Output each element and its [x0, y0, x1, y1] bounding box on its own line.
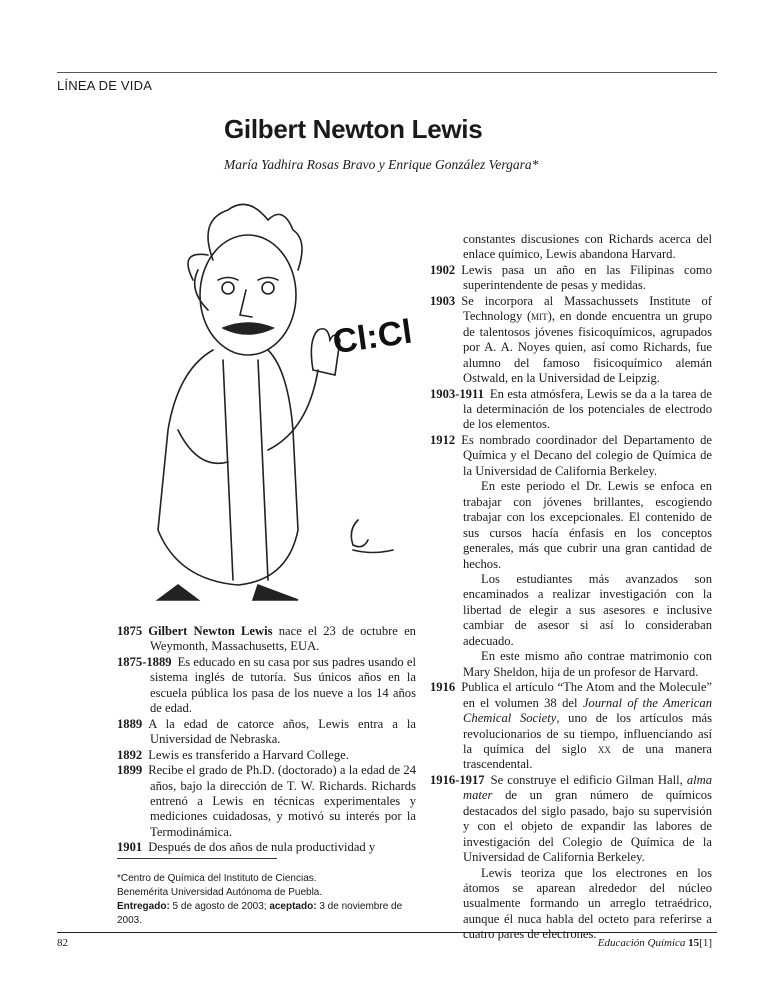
- footnote-rule: [117, 858, 277, 859]
- timeline-text: Se incorpora al Massachussets Institute of Technology (: [461, 293, 712, 324]
- timeline-text: alma mater: [463, 772, 712, 803]
- timeline-year: 1901: [117, 840, 143, 855]
- journal-volume: 15: [688, 937, 700, 949]
- timeline-text: En esta atmósfera, Lewis se da a la tarea de la determinación de los potenciales de electrodo de los elementos.: [463, 386, 712, 432]
- footnote-affiliation-1: *Centro de Química del Instituto de Ciencias.: [117, 873, 317, 884]
- timeline-text: A la edad de catorce años, Lewis entra a la Universidad de Nebraska.: [148, 716, 416, 747]
- timeline-text: , uno de los artículos más revolucionarios de su tiempo, influenciando así la química del siglo: [463, 711, 712, 756]
- journal-issue: [1]: [699, 937, 712, 949]
- timeline-year: 1889: [117, 716, 143, 731]
- timeline-year: 1916-1917: [430, 772, 485, 787]
- timeline-year: 1875: [117, 624, 143, 638]
- footnote-dates: [117, 900, 422, 928]
- timeline-entry: [117, 763, 416, 840]
- timeline-entry: [117, 655, 416, 717]
- timeline-entry: [117, 717, 416, 748]
- accepted-date: 3 de noviembre de 2003.: [117, 901, 403, 926]
- timeline-text: Lewis es transferido a Harvard College.: [148, 747, 349, 762]
- timeline-text: Lewis pasa un año en las Filipinas como superintendente de pesas y medidas.: [461, 262, 712, 293]
- timeline-paragraph: Los estudiantes más avanzados son encaminados a realizar investigación con la libertad de elegir a sus asesores e inclusive cambiar de asesor si así lo consideraban adecuado.: [463, 571, 712, 648]
- timeline-year: 1903: [430, 293, 456, 308]
- timeline-text: Es nombrado coordinador del Departamento de Química y el Decano del colegio de Química de la Universidad de California Berkeley.: [461, 432, 712, 478]
- footer-rule: [57, 932, 717, 933]
- caricature-illustration: [118, 200, 418, 610]
- timeline-entry: [117, 624, 416, 655]
- right-column: [430, 232, 712, 943]
- journal-citation: [598, 937, 712, 949]
- timeline-text: Publica el artículo “The Atom and the Molecule” en el volumen 38 del: [461, 680, 712, 710]
- timeline-entry: [430, 680, 712, 773]
- timeline-year: 1892: [117, 747, 143, 762]
- timeline-text: Recibe el grado de Ph.D. (doctorado) a la edad de 24 años, bajo la dirección de T. W. Richards. Richards entrenó a Lewis en técnicas experimentales y mediciones cuidadosas, y motivó su interés por la Termodinámica.: [148, 763, 416, 839]
- timeline-text: Journal of the American Chemical Society: [463, 695, 712, 726]
- timeline-entry: [430, 232, 712, 263]
- timeline-text: Después de dos años de nula productividad y: [148, 840, 376, 855]
- timeline-entry: [117, 840, 416, 855]
- timeline-year: 1902: [430, 262, 456, 277]
- timeline-text: ), en donde encuentra un grupo de talentosos jóvenes fisicoquímicos, agrupados por A. A. Noyes quien, así como Richards, fue alumno del famoso fisicoquímico alemán Ostwald, en la Universidad de Leipzig.: [463, 309, 712, 386]
- timeline-year: 1916: [430, 680, 456, 695]
- footnote: [117, 872, 422, 928]
- timeline-year: 1875-1889: [117, 654, 172, 669]
- timeline-text: mit: [531, 309, 548, 324]
- accepted-label: aceptado:: [269, 901, 317, 912]
- received-date: 5 de agosto de 2003;: [169, 901, 270, 912]
- timeline-entry: [430, 773, 712, 866]
- header-rule: [57, 72, 717, 73]
- article-title: Gilbert Newton Lewis: [224, 114, 483, 144]
- timeline-paragraph: En este mismo año contrae matrimonio con Mary Sheldon, hija de un profesor de Harvard.: [463, 649, 712, 679]
- timeline-text: xx: [597, 741, 611, 756]
- timeline-year: 1912: [430, 432, 456, 447]
- timeline-year: 1903-1911: [430, 386, 484, 401]
- page-number: 82: [57, 937, 68, 949]
- timeline-year: 1899: [117, 763, 143, 778]
- timeline-paragraph: Lewis teoriza que los electrones en los átomos se aparean alrededor del núcleo usualmente formando un arreglo tetraédrico, aunque él nuca habla del octeto para referirse a cuatro pares de electrones.: [463, 865, 712, 942]
- timeline-text: Es educado en su casa por sus padres usando el sistema inglés de tutoría. Sus únicos años en la escuela pública los pasa de los nueve a los 14 años de edad.: [150, 654, 416, 716]
- timeline-text: constantes discusiones con Richards acerca del enlace químico, Lewis abandona Harvard.: [463, 232, 712, 262]
- cl-cl-bond-text: Cl:Cl: [330, 312, 415, 362]
- timeline-entry: [430, 433, 712, 479]
- article-authors: María Yadhira Rosas Bravo y Enrique González Vergara*: [224, 157, 539, 172]
- footnote-affiliation-2: Benemérita Universidad Autónoma de Puebla.: [117, 887, 323, 898]
- timeline-text: de una manera trascendental.: [463, 741, 712, 772]
- journal-name: Educación Química: [597, 937, 686, 949]
- timeline-text: nace el 23 de octubre en Weymonth, Massachusetts, EUA.: [150, 624, 416, 654]
- timeline-text: Se construye el edificio Gilman Hall,: [490, 772, 687, 787]
- timeline-entry: [117, 748, 416, 763]
- timeline-paragraph: En este periodo el Dr. Lewis se enfoca en trabajar con jóvenes brillantes, escogiendo trabajar con los excepcionales. El contenido de sus cursos hacía énfasis en los conceptos generales, más que cubrir una gran cantidad de hechos.: [463, 479, 712, 571]
- section-label: LÍNEA DE VIDA: [57, 78, 153, 93]
- timeline-entry: [430, 263, 712, 294]
- timeline-text: Gilbert Newton Lewis: [148, 624, 273, 638]
- timeline-entry: [430, 387, 712, 433]
- left-column: [117, 624, 416, 856]
- timeline-text: de un gran número de químicos destacados del siglo pasado, bajo su supervisión y con el objeto de expandir las labores de investigación del Colegio de Química de la Universidad de California Berkeley.: [463, 788, 712, 865]
- timeline-entry: [430, 294, 712, 387]
- received-label: Entregado:: [117, 901, 170, 912]
